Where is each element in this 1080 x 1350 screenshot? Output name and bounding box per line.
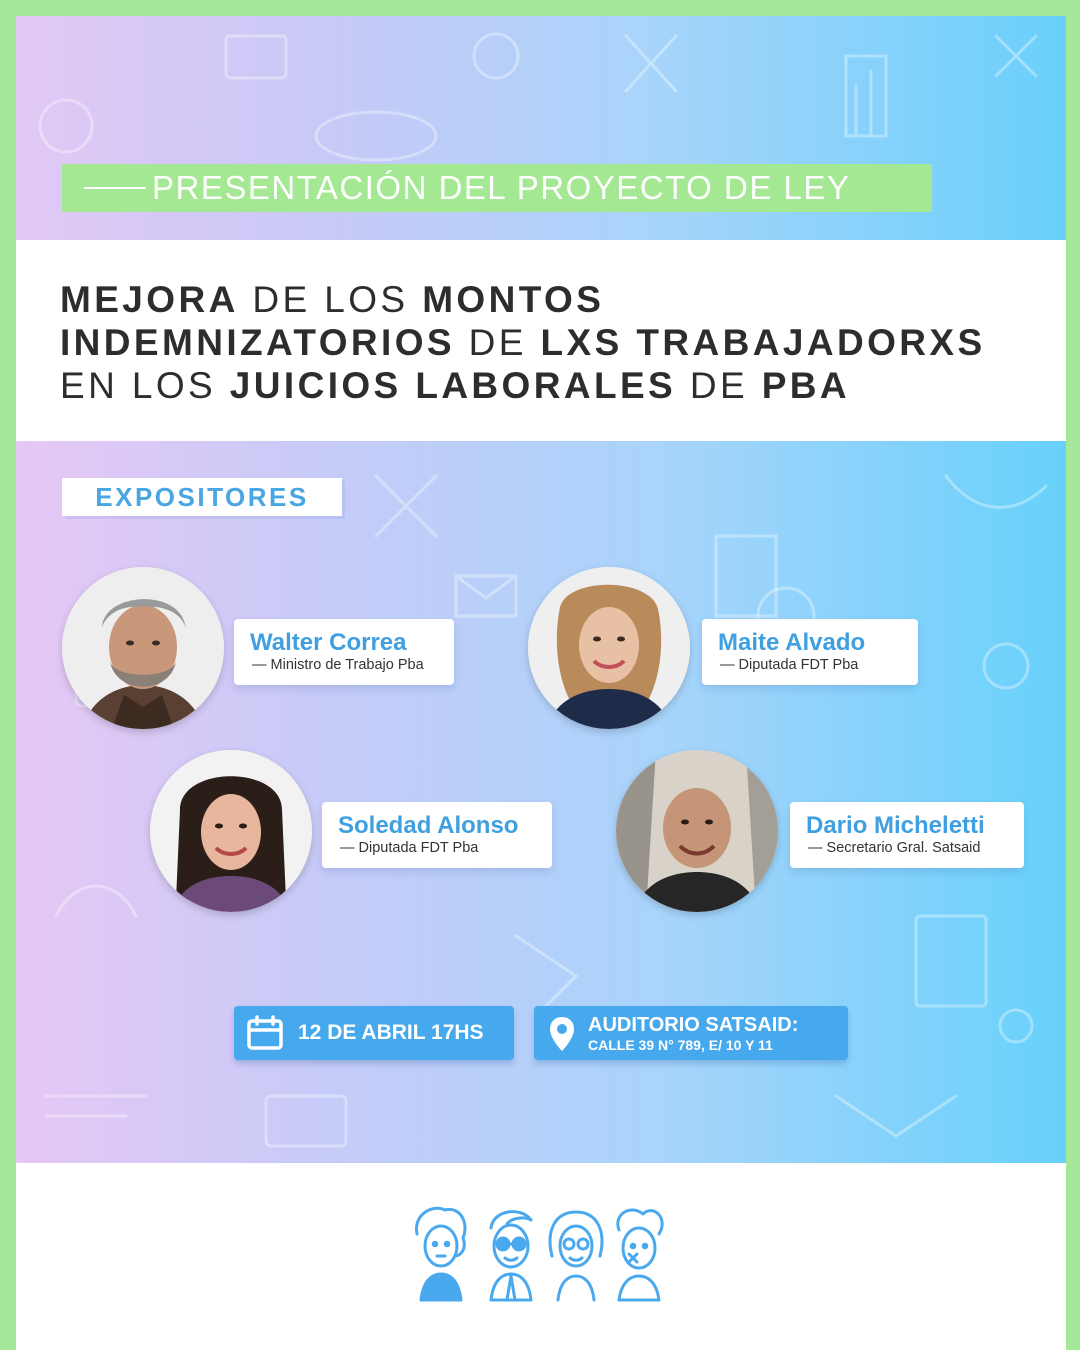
title-segment: DE	[676, 365, 762, 406]
title-segment: EN LOS	[60, 365, 230, 406]
speaker-card	[322, 802, 552, 868]
speaker-name: Walter Correa	[250, 629, 407, 656]
speaker-name: Soledad Alonso	[338, 812, 519, 839]
title-segment: MEJORA	[60, 279, 239, 320]
venue-name: AUDITORIO SATSAID:	[588, 1014, 799, 1036]
event-title	[60, 278, 986, 407]
location-pin-icon	[548, 1015, 576, 1053]
subtitle-banner	[62, 164, 932, 212]
date-badge	[234, 1006, 514, 1060]
title-band	[16, 240, 1066, 441]
title-segment: DE LOS	[238, 279, 423, 320]
speaker-card	[702, 619, 918, 685]
speaker-photo	[616, 750, 778, 912]
speaker-photo	[62, 567, 224, 729]
venue-badge	[534, 1006, 848, 1060]
title-segment: JUICIOS LABORALES	[229, 365, 677, 406]
subtitle-dash	[84, 187, 146, 189]
speaker-name: Maite Alvado	[718, 629, 866, 656]
speaker-name: Dario Micheletti	[806, 812, 985, 839]
poster	[16, 16, 1066, 1350]
speaker-photo	[528, 567, 690, 729]
speaker-card	[234, 619, 454, 685]
speaker-card	[790, 802, 1024, 868]
person-illustration-icon	[416, 1208, 465, 1300]
title-segment: DE	[454, 322, 541, 363]
speaker-role: — Diputada FDT Pba	[340, 840, 479, 856]
event-date: 12 DE ABRIL 17HS	[298, 1021, 484, 1044]
section-label	[62, 478, 342, 516]
people-illustration	[411, 1204, 671, 1304]
title-segment: LXS TRABAJADORXS	[540, 322, 986, 363]
speaker-role: — Ministro de Trabajo Pba	[252, 657, 424, 673]
calendar-icon	[246, 1015, 284, 1051]
subtitle-text: PRESENTACIÓN DEL PROYECTO DE LEY	[152, 169, 851, 206]
title-segment: PBA	[761, 365, 851, 406]
section-label-text: EXPOSITORES	[95, 481, 309, 512]
speaker-role: — Diputada FDT Pba	[720, 657, 859, 673]
title-segment: INDEMNIZATORIOS	[60, 322, 455, 363]
venue-address: CALLE 39 N° 789, E/ 10 Y 11	[588, 1037, 773, 1053]
speaker-role: — Secretario Gral. Satsaid	[808, 840, 981, 856]
speaker-photo	[150, 750, 312, 912]
title-segment: MONTOS	[422, 279, 605, 320]
